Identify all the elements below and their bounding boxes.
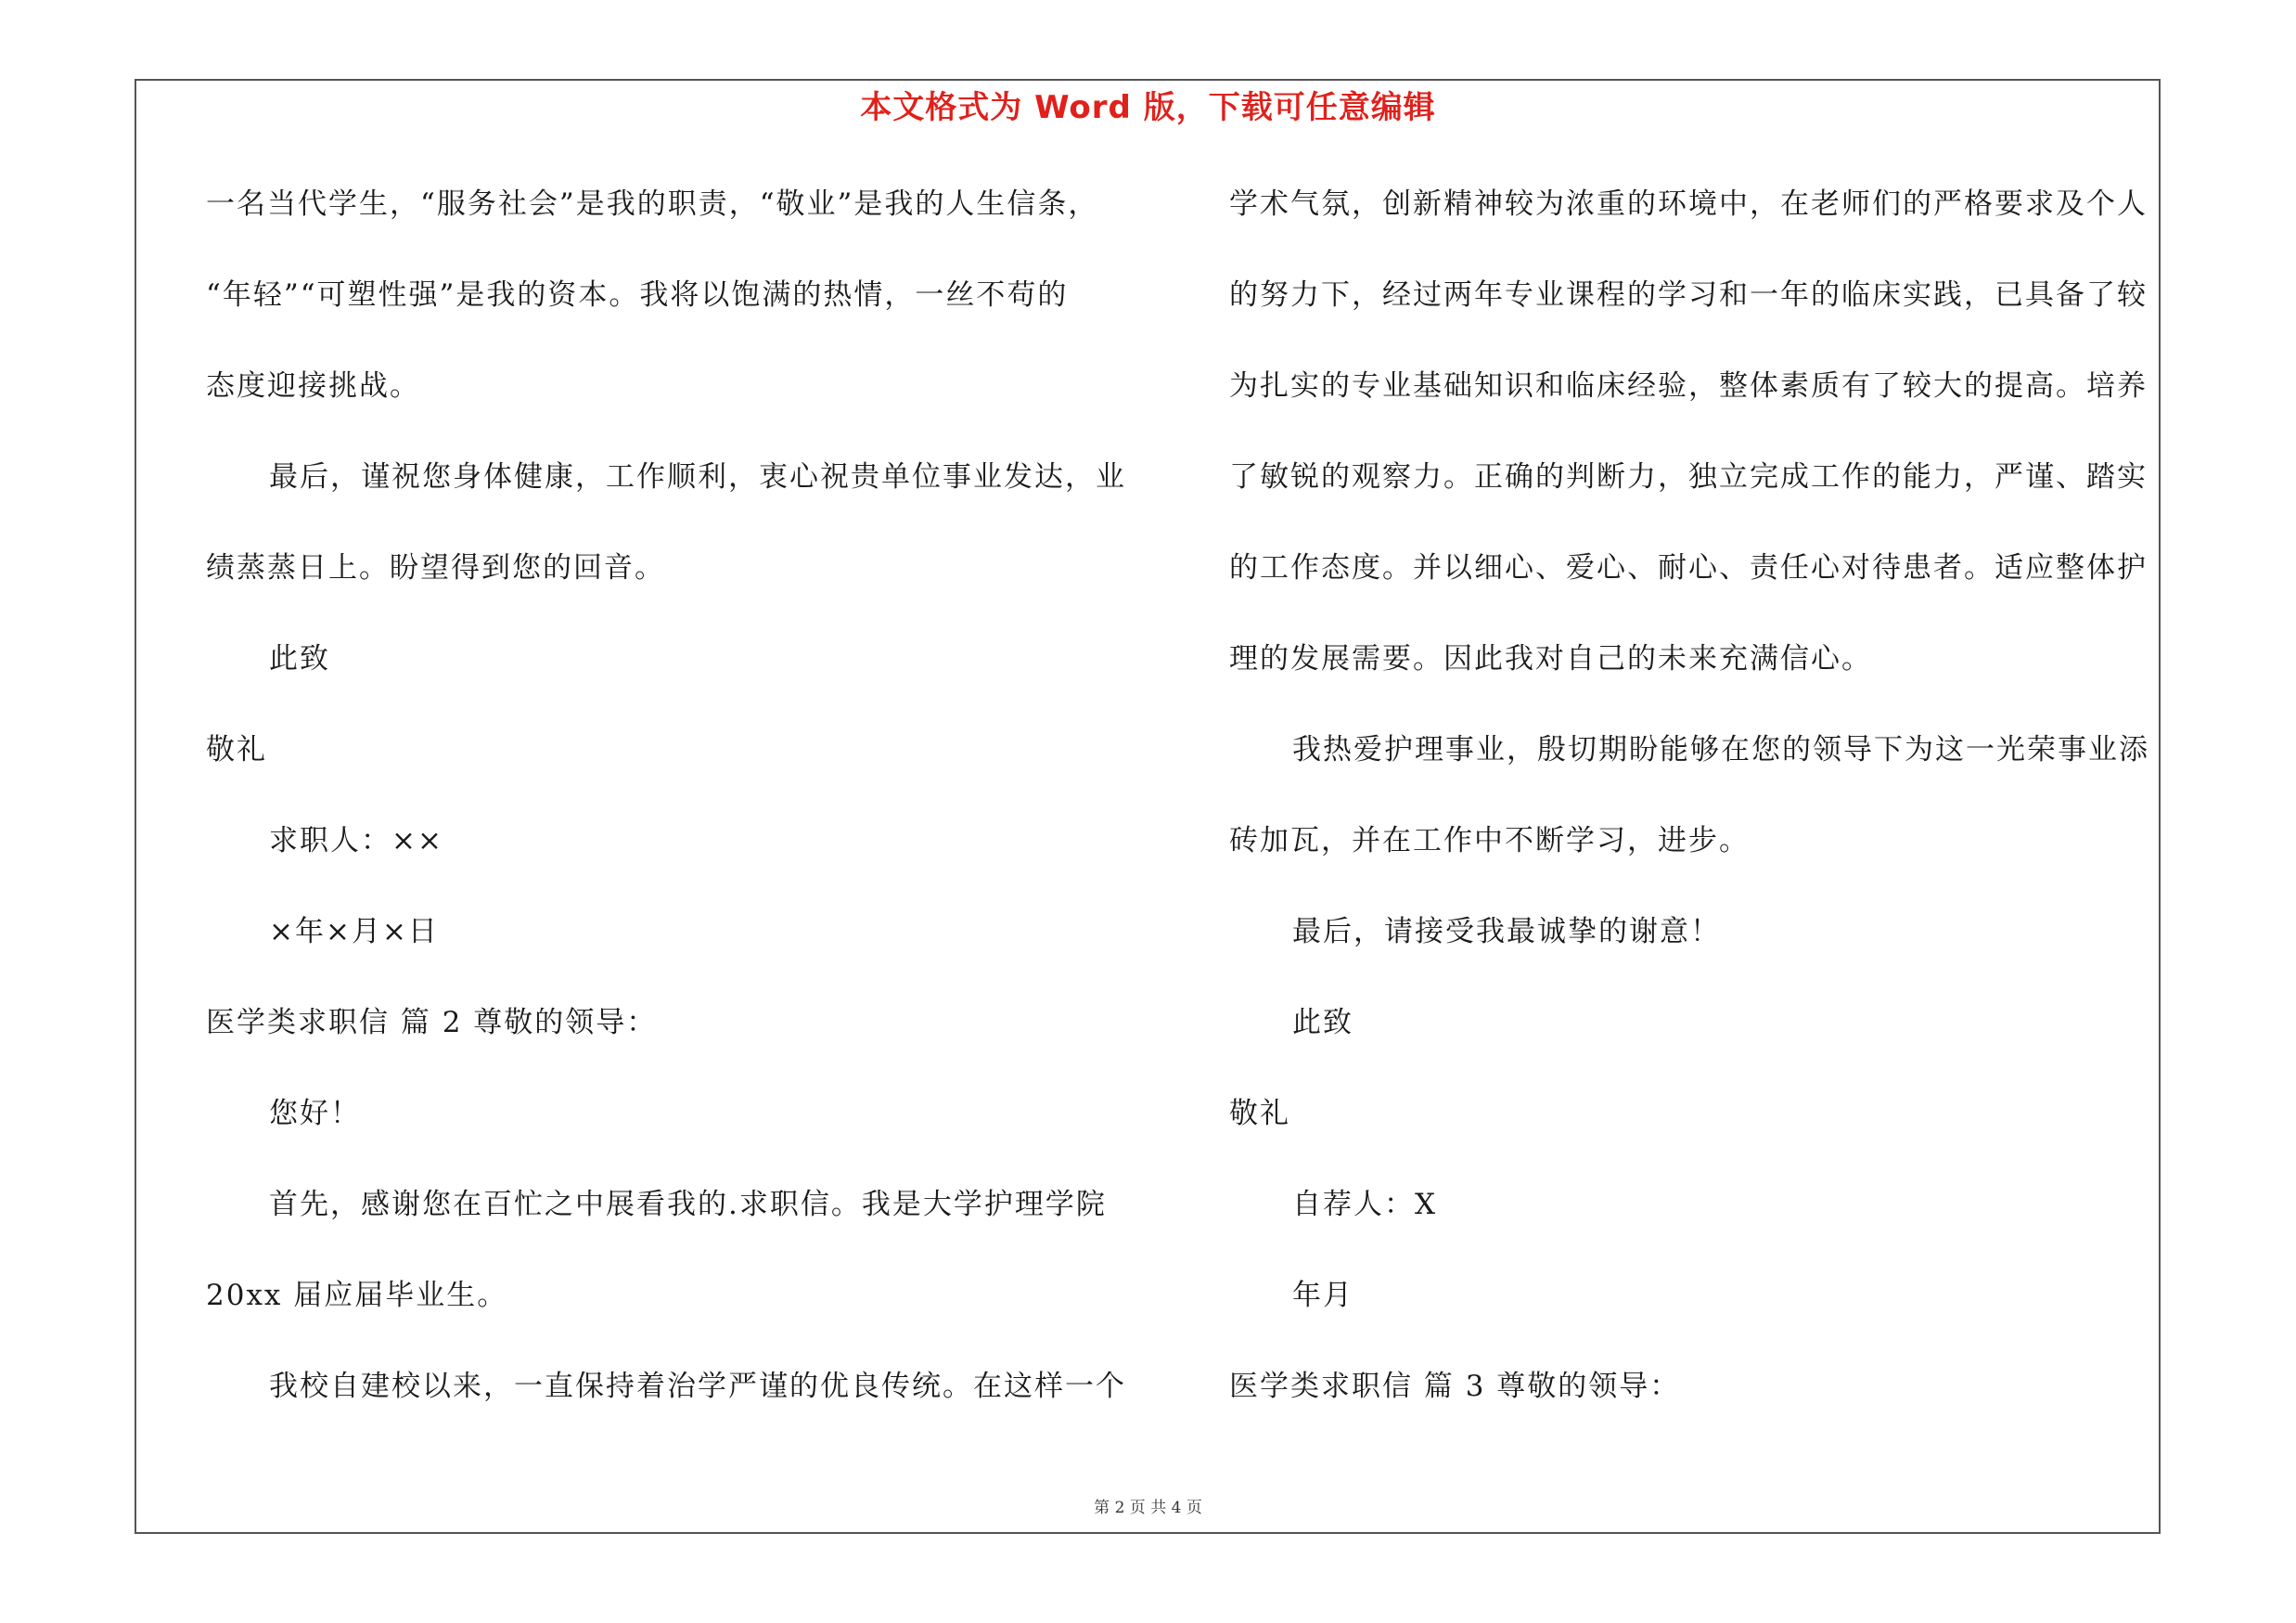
- text-line: 我热爱护理事业，殷切期盼能够在您的领导下为这一光荣事业添: [1292, 733, 2149, 766]
- text-line: 我校自建校以来，一直保持着治学严谨的优良传统。在这样一个: [269, 1370, 1126, 1403]
- text-line: 理的发展需要。因此我对自己的未来充满信心。: [1229, 642, 1872, 676]
- text-line: 求职人：××: [269, 824, 443, 857]
- text-line: 为扎实的专业基础知识和临床经验，整体素质有了较大的提高。培养: [1229, 369, 2148, 403]
- text-line: 态度迎接挑战。: [206, 369, 420, 403]
- text-line: 敬礼: [206, 733, 267, 766]
- text-line: 敬礼: [1229, 1097, 1290, 1130]
- page-number-footer: 第 2 页 共 4 页: [1094, 1499, 1202, 1517]
- text-line: 医学类求职信 篇 3 尊敬的领导：: [1229, 1370, 1681, 1403]
- text-line: 的工作态度。并以细心、爱心、耐心、责任心对待患者。适应整体护: [1229, 551, 2148, 585]
- text-line: 自荐人：X: [1292, 1188, 1438, 1221]
- text-line: 最后，请接受我最诚挚的谢意！: [1292, 915, 1721, 948]
- text-line: ×年×月×日: [269, 915, 439, 948]
- text-line: 绩蒸蒸日上。盼望得到您的回音。: [206, 551, 665, 585]
- text-line: 了敏锐的观察力。正确的判断力，独立完成工作的能力，严谨、踏实: [1229, 460, 2148, 494]
- text-line: 砖加瓦，并在工作中不断学习，进步。: [1229, 824, 1750, 857]
- text-line: 年月: [1292, 1279, 1353, 1312]
- text-line: 一名当代学生，“服务社会”是我的职责，“敬业”是我的人生信条，: [206, 187, 1099, 221]
- text-line: 此致: [1292, 1006, 1353, 1039]
- text-line: 首先，感谢您在百忙之中展看我的.求职信。我是大学护理学院: [269, 1188, 1107, 1221]
- text-line: 您好！: [269, 1097, 361, 1130]
- text-line: 此致: [269, 642, 330, 676]
- text-line: 20xx 届应届毕业生。: [206, 1279, 508, 1312]
- text-line: “年轻”“可塑性强”是我的资本。我将以饱满的热情，一丝不苟的: [206, 278, 1069, 312]
- text-line: 的努力下，经过两年专业课程的学习和一年的临床实践，已具备了较: [1229, 278, 2148, 312]
- format-banner: 本文格式为 Word 版，下载可任意编辑: [860, 89, 1436, 126]
- right-text-column: [1229, 186, 2157, 1459]
- text-line: 最后，谨祝您身体健康，工作顺利，衷心祝贵单位事业发达，业: [269, 460, 1126, 494]
- text-line: 医学类求职信 篇 2 尊敬的领导：: [206, 1006, 658, 1039]
- left-text-column: [206, 186, 1134, 1459]
- text-line: 学术气氛，创新精神较为浓重的环境中，在老师们的严格要求及个人: [1229, 187, 2148, 221]
